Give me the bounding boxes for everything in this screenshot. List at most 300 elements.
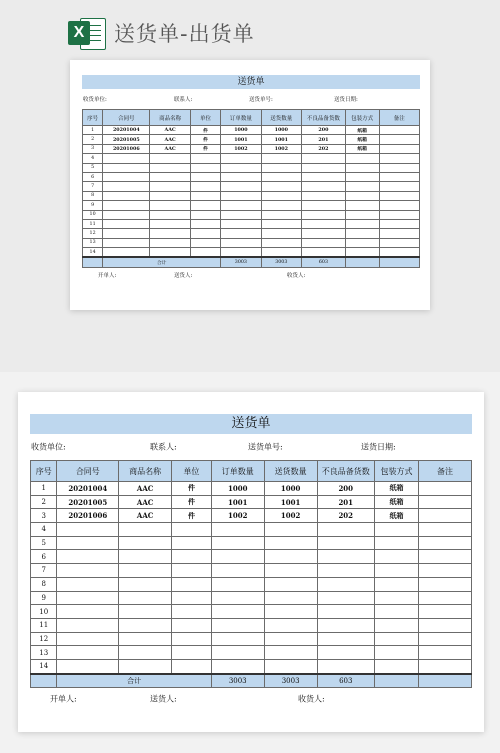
table-row bbox=[83, 248, 420, 258]
excel-icon bbox=[68, 15, 104, 51]
column-header: 序号 bbox=[31, 461, 57, 482]
table-cell bbox=[221, 229, 261, 238]
table-cell bbox=[302, 172, 346, 181]
table-cell: AAC bbox=[150, 126, 190, 135]
table-cell: 件 bbox=[190, 135, 220, 144]
table-cell bbox=[119, 564, 172, 578]
table-cell bbox=[150, 191, 190, 200]
table-cell bbox=[317, 591, 374, 605]
table-cell bbox=[150, 154, 190, 163]
table-cell bbox=[190, 172, 220, 181]
table-cell bbox=[374, 674, 418, 688]
total-delivered-qty: 3003 bbox=[261, 257, 301, 268]
table-cell: 纸箱 bbox=[374, 495, 418, 509]
table-cell bbox=[211, 577, 264, 591]
table-cell bbox=[211, 564, 264, 578]
table-cell bbox=[172, 591, 212, 605]
table-cell: 202 bbox=[302, 144, 346, 153]
table-cell: 200 bbox=[302, 126, 346, 135]
table-cell bbox=[221, 210, 261, 219]
table-cell: 件 bbox=[190, 126, 220, 135]
table-cell bbox=[302, 154, 346, 163]
table-cell bbox=[419, 646, 472, 660]
table-cell bbox=[190, 248, 220, 258]
table-cell bbox=[190, 163, 220, 172]
table-cell bbox=[150, 229, 190, 238]
table-cell bbox=[150, 163, 190, 172]
table-cell bbox=[345, 210, 379, 219]
form-title: 送货单 bbox=[30, 414, 472, 434]
table-cell bbox=[172, 605, 212, 619]
table-cell bbox=[150, 238, 190, 247]
delivery-number-label: 送货单号: bbox=[248, 442, 283, 452]
table-cell bbox=[302, 163, 346, 172]
table-cell bbox=[264, 605, 317, 619]
table-cell bbox=[190, 229, 220, 238]
table-cell bbox=[419, 577, 472, 591]
table-cell bbox=[419, 605, 472, 619]
table-cell: 件 bbox=[172, 509, 212, 523]
table-cell bbox=[57, 523, 119, 537]
table-cell: 8 bbox=[83, 191, 103, 200]
table-cell: 1 bbox=[83, 126, 103, 135]
contact-label: 联系人: bbox=[174, 97, 193, 103]
table-cell bbox=[221, 201, 261, 210]
table-cell: 10 bbox=[83, 210, 103, 219]
table-cell: AAC bbox=[119, 495, 172, 509]
table-cell bbox=[379, 172, 419, 181]
column-header: 单位 bbox=[190, 110, 220, 126]
total-defect-qty: 603 bbox=[317, 674, 374, 688]
table-cell bbox=[172, 618, 212, 632]
form-title: 送货单 bbox=[82, 75, 420, 89]
table-cell bbox=[419, 591, 472, 605]
delivery-date-label: 送货日期: bbox=[361, 442, 396, 452]
table-cell bbox=[150, 201, 190, 210]
table-row bbox=[31, 550, 472, 564]
table-row bbox=[83, 182, 420, 191]
table-cell bbox=[103, 229, 150, 238]
table-cell: 202 bbox=[317, 509, 374, 523]
table-cell bbox=[419, 550, 472, 564]
receiver-label: 收货人: bbox=[298, 694, 325, 704]
table-cell bbox=[374, 632, 418, 646]
table-cell bbox=[57, 646, 119, 660]
table-cell bbox=[302, 229, 346, 238]
table-cell bbox=[261, 154, 301, 163]
table-cell: 14 bbox=[83, 248, 103, 258]
table-cell bbox=[374, 618, 418, 632]
table-cell bbox=[374, 659, 418, 673]
table-cell bbox=[374, 577, 418, 591]
total-order-qty: 3003 bbox=[211, 674, 264, 688]
total-delivered-qty: 3003 bbox=[264, 674, 317, 688]
table-cell: 1001 bbox=[211, 495, 264, 509]
table-cell bbox=[345, 201, 379, 210]
delivery-form bbox=[82, 75, 420, 282]
table-cell bbox=[57, 536, 119, 550]
table-row bbox=[31, 482, 472, 496]
table-cell: 纸箱 bbox=[345, 144, 379, 153]
table-cell bbox=[345, 163, 379, 172]
column-header: 单位 bbox=[172, 461, 212, 482]
column-header: 备注 bbox=[419, 461, 472, 482]
table-cell bbox=[103, 172, 150, 181]
table-cell: 13 bbox=[83, 238, 103, 247]
table-cell bbox=[190, 191, 220, 200]
table-cell: AAC bbox=[119, 482, 172, 496]
receiver-unit-label: 收货单位: bbox=[31, 442, 66, 452]
table-cell bbox=[264, 523, 317, 537]
table-cell bbox=[419, 536, 472, 550]
total-label: 合计 bbox=[103, 257, 221, 268]
table-cell bbox=[103, 201, 150, 210]
table-cell bbox=[57, 632, 119, 646]
table-cell bbox=[374, 646, 418, 660]
deliverer-label: 送货人: bbox=[150, 694, 177, 704]
table-row bbox=[83, 154, 420, 163]
delivery-form bbox=[30, 414, 472, 710]
table-cell: 20201004 bbox=[57, 482, 119, 496]
table-cell bbox=[302, 238, 346, 247]
table-header-row bbox=[31, 461, 472, 482]
table-cell bbox=[103, 191, 150, 200]
table-cell: 纸箱 bbox=[374, 482, 418, 496]
table-cell bbox=[57, 564, 119, 578]
table-row bbox=[31, 523, 472, 537]
column-header: 商品名称 bbox=[119, 461, 172, 482]
table-cell bbox=[57, 659, 119, 673]
delivery-table bbox=[30, 460, 472, 688]
table-cell bbox=[261, 182, 301, 191]
column-header: 备注 bbox=[379, 110, 419, 126]
table-cell bbox=[190, 201, 220, 210]
table-cell: AAC bbox=[150, 144, 190, 153]
table-cell bbox=[103, 248, 150, 258]
table-cell bbox=[379, 126, 419, 135]
table-cell bbox=[345, 229, 379, 238]
table-cell: 12 bbox=[83, 229, 103, 238]
table-cell bbox=[345, 182, 379, 191]
table-cell bbox=[261, 219, 301, 228]
total-label: 合计 bbox=[57, 674, 211, 688]
table-cell bbox=[190, 238, 220, 247]
table-cell: 件 bbox=[172, 482, 212, 496]
table-cell bbox=[221, 248, 261, 258]
total-row bbox=[31, 674, 472, 688]
table-cell bbox=[345, 238, 379, 247]
table-cell: 201 bbox=[317, 495, 374, 509]
table-row bbox=[83, 229, 420, 238]
sheet-thumbnail bbox=[70, 60, 430, 310]
column-header: 送货数量 bbox=[264, 461, 317, 482]
column-header: 订单数量 bbox=[221, 110, 261, 126]
table-cell bbox=[211, 550, 264, 564]
column-header: 合同号 bbox=[103, 110, 150, 126]
deliverer-label: 送货人: bbox=[174, 273, 193, 280]
table-cell bbox=[264, 618, 317, 632]
table-cell bbox=[119, 605, 172, 619]
table-cell: 件 bbox=[190, 144, 220, 153]
table-cell bbox=[317, 605, 374, 619]
table-cell bbox=[150, 172, 190, 181]
table-cell bbox=[379, 135, 419, 144]
table-cell bbox=[345, 248, 379, 258]
table-row bbox=[83, 238, 420, 247]
delivery-date-label: 送货日期: bbox=[334, 97, 358, 103]
delivery-number-label: 送货单号: bbox=[249, 97, 273, 103]
table-cell: 12 bbox=[31, 632, 57, 646]
table-cell bbox=[374, 591, 418, 605]
table-cell: 10 bbox=[31, 605, 57, 619]
table-row bbox=[31, 632, 472, 646]
table-cell bbox=[379, 257, 419, 268]
table-cell bbox=[119, 591, 172, 605]
table-cell bbox=[345, 172, 379, 181]
table-row bbox=[83, 135, 420, 144]
page-title: 送货单-出货单 bbox=[114, 22, 255, 46]
table-cell bbox=[211, 536, 264, 550]
column-header: 不良品备货数 bbox=[302, 110, 346, 126]
table-cell bbox=[419, 659, 472, 673]
table-cell bbox=[119, 646, 172, 660]
table-cell bbox=[83, 257, 103, 268]
table-cell: 1000 bbox=[221, 126, 261, 135]
table-cell bbox=[379, 191, 419, 200]
table-row bbox=[83, 126, 420, 135]
table-cell: 13 bbox=[31, 646, 57, 660]
table-cell: 7 bbox=[31, 564, 57, 578]
table-cell bbox=[221, 238, 261, 247]
table-cell: 纸箱 bbox=[345, 126, 379, 135]
table-cell bbox=[379, 219, 419, 228]
table-cell: 11 bbox=[83, 219, 103, 228]
table-cell: AAC bbox=[150, 135, 190, 144]
table-cell bbox=[419, 632, 472, 646]
table-cell bbox=[379, 210, 419, 219]
table-cell bbox=[379, 238, 419, 247]
table-cell bbox=[150, 210, 190, 219]
table-cell bbox=[317, 618, 374, 632]
table-cell: 200 bbox=[317, 482, 374, 496]
total-defect-qty: 603 bbox=[302, 257, 346, 268]
table-cell bbox=[103, 210, 150, 219]
table-cell: 1000 bbox=[211, 482, 264, 496]
table-cell bbox=[302, 191, 346, 200]
table-row bbox=[31, 564, 472, 578]
table-cell: 9 bbox=[83, 201, 103, 210]
table-cell: 1000 bbox=[261, 126, 301, 135]
table-cell: 4 bbox=[31, 523, 57, 537]
table-cell bbox=[172, 564, 212, 578]
table-cell bbox=[261, 238, 301, 247]
table-cell bbox=[419, 674, 472, 688]
table-cell: 20201005 bbox=[103, 135, 150, 144]
table-cell bbox=[379, 182, 419, 191]
table-cell bbox=[211, 618, 264, 632]
table-cell bbox=[345, 191, 379, 200]
table-cell bbox=[419, 523, 472, 537]
table-cell bbox=[57, 550, 119, 564]
table-cell bbox=[379, 144, 419, 153]
table-cell bbox=[419, 495, 472, 509]
table-cell bbox=[419, 564, 472, 578]
table-cell bbox=[261, 210, 301, 219]
table-cell bbox=[261, 201, 301, 210]
contact-label: 联系人: bbox=[150, 442, 177, 452]
table-cell bbox=[264, 646, 317, 660]
table-cell: 14 bbox=[31, 659, 57, 673]
table-cell bbox=[374, 523, 418, 537]
table-cell bbox=[302, 201, 346, 210]
table-cell: 9 bbox=[31, 591, 57, 605]
table-row bbox=[31, 591, 472, 605]
table-cell: 201 bbox=[302, 135, 346, 144]
table-cell bbox=[172, 659, 212, 673]
table-cell bbox=[317, 523, 374, 537]
table-row bbox=[83, 163, 420, 172]
table-cell bbox=[264, 659, 317, 673]
table-cell: 3 bbox=[83, 144, 103, 153]
table-cell bbox=[119, 550, 172, 564]
table-cell bbox=[221, 182, 261, 191]
table-cell bbox=[317, 536, 374, 550]
table-cell bbox=[172, 523, 212, 537]
table-cell: 20201005 bbox=[57, 495, 119, 509]
form-footer bbox=[30, 688, 472, 710]
table-cell bbox=[345, 219, 379, 228]
table-cell: 1001 bbox=[221, 135, 261, 144]
column-header: 包装方式 bbox=[345, 110, 379, 126]
table-cell: 5 bbox=[83, 163, 103, 172]
table-cell bbox=[57, 605, 119, 619]
receiver-label: 收货人: bbox=[287, 273, 306, 280]
table-cell: 1001 bbox=[264, 495, 317, 509]
table-cell: 20201006 bbox=[57, 509, 119, 523]
table-cell: 6 bbox=[83, 172, 103, 181]
receiver-unit-label: 收货单位: bbox=[83, 97, 107, 103]
table-cell: 件 bbox=[172, 495, 212, 509]
table-cell bbox=[103, 238, 150, 247]
table-cell bbox=[119, 577, 172, 591]
table-cell bbox=[374, 536, 418, 550]
table-cell bbox=[57, 618, 119, 632]
table-cell bbox=[317, 659, 374, 673]
column-header: 商品名称 bbox=[150, 110, 190, 126]
table-cell bbox=[221, 191, 261, 200]
table-cell bbox=[31, 674, 57, 688]
total-order-qty: 3003 bbox=[221, 257, 261, 268]
table-cell: 5 bbox=[31, 536, 57, 550]
table-cell bbox=[419, 618, 472, 632]
table-cell bbox=[103, 163, 150, 172]
issuer-label: 开单人: bbox=[98, 273, 117, 280]
table-cell bbox=[211, 523, 264, 537]
table-row bbox=[83, 191, 420, 200]
table-cell: 3 bbox=[31, 509, 57, 523]
table-row bbox=[83, 144, 420, 153]
table-cell bbox=[103, 182, 150, 191]
table-cell bbox=[172, 550, 212, 564]
table-cell: 8 bbox=[31, 577, 57, 591]
table-cell: 11 bbox=[31, 618, 57, 632]
column-header: 送货数量 bbox=[261, 110, 301, 126]
table-cell bbox=[317, 577, 374, 591]
table-row bbox=[31, 495, 472, 509]
table-cell bbox=[57, 577, 119, 591]
table-cell bbox=[103, 219, 150, 228]
table-cell bbox=[261, 248, 301, 258]
table-row bbox=[83, 219, 420, 228]
table-cell: AAC bbox=[119, 509, 172, 523]
table-cell bbox=[172, 646, 212, 660]
table-cell bbox=[57, 591, 119, 605]
table-cell bbox=[419, 482, 472, 496]
table-cell bbox=[119, 632, 172, 646]
table-cell bbox=[103, 154, 150, 163]
table-cell bbox=[264, 550, 317, 564]
table-cell bbox=[302, 219, 346, 228]
table-cell bbox=[374, 605, 418, 619]
table-cell bbox=[302, 182, 346, 191]
table-cell: 1002 bbox=[211, 509, 264, 523]
table-cell bbox=[221, 163, 261, 172]
table-cell bbox=[264, 577, 317, 591]
form-meta bbox=[30, 434, 472, 460]
table-cell bbox=[172, 577, 212, 591]
table-cell: 1001 bbox=[261, 135, 301, 144]
table-cell: 7 bbox=[83, 182, 103, 191]
table-row bbox=[31, 659, 472, 673]
table-row bbox=[83, 210, 420, 219]
table-cell bbox=[221, 154, 261, 163]
form-footer bbox=[82, 268, 420, 282]
table-cell bbox=[190, 154, 220, 163]
table-cell bbox=[119, 536, 172, 550]
column-header: 合同号 bbox=[57, 461, 119, 482]
table-cell bbox=[119, 659, 172, 673]
table-cell bbox=[345, 154, 379, 163]
table-cell bbox=[190, 182, 220, 191]
table-cell bbox=[221, 219, 261, 228]
table-cell bbox=[379, 248, 419, 258]
table-cell bbox=[211, 646, 264, 660]
table-cell: 1000 bbox=[264, 482, 317, 496]
issuer-label: 开单人: bbox=[50, 694, 77, 704]
table-cell bbox=[190, 210, 220, 219]
table-row bbox=[83, 172, 420, 181]
table-cell bbox=[150, 219, 190, 228]
column-header: 序号 bbox=[83, 110, 103, 126]
table-cell: 20201004 bbox=[103, 126, 150, 135]
table-cell bbox=[261, 191, 301, 200]
table-row bbox=[31, 605, 472, 619]
table-cell bbox=[221, 172, 261, 181]
table-cell: 纸箱 bbox=[374, 509, 418, 523]
table-cell: 2 bbox=[31, 495, 57, 509]
table-row bbox=[31, 646, 472, 660]
table-cell bbox=[317, 632, 374, 646]
table-cell bbox=[211, 591, 264, 605]
table-row bbox=[83, 201, 420, 210]
table-cell: 20201006 bbox=[103, 144, 150, 153]
table-cell bbox=[190, 219, 220, 228]
table-cell: 1 bbox=[31, 482, 57, 496]
table-cell bbox=[119, 523, 172, 537]
table-cell: 1002 bbox=[221, 144, 261, 153]
table-row bbox=[31, 509, 472, 523]
table-cell bbox=[261, 163, 301, 172]
